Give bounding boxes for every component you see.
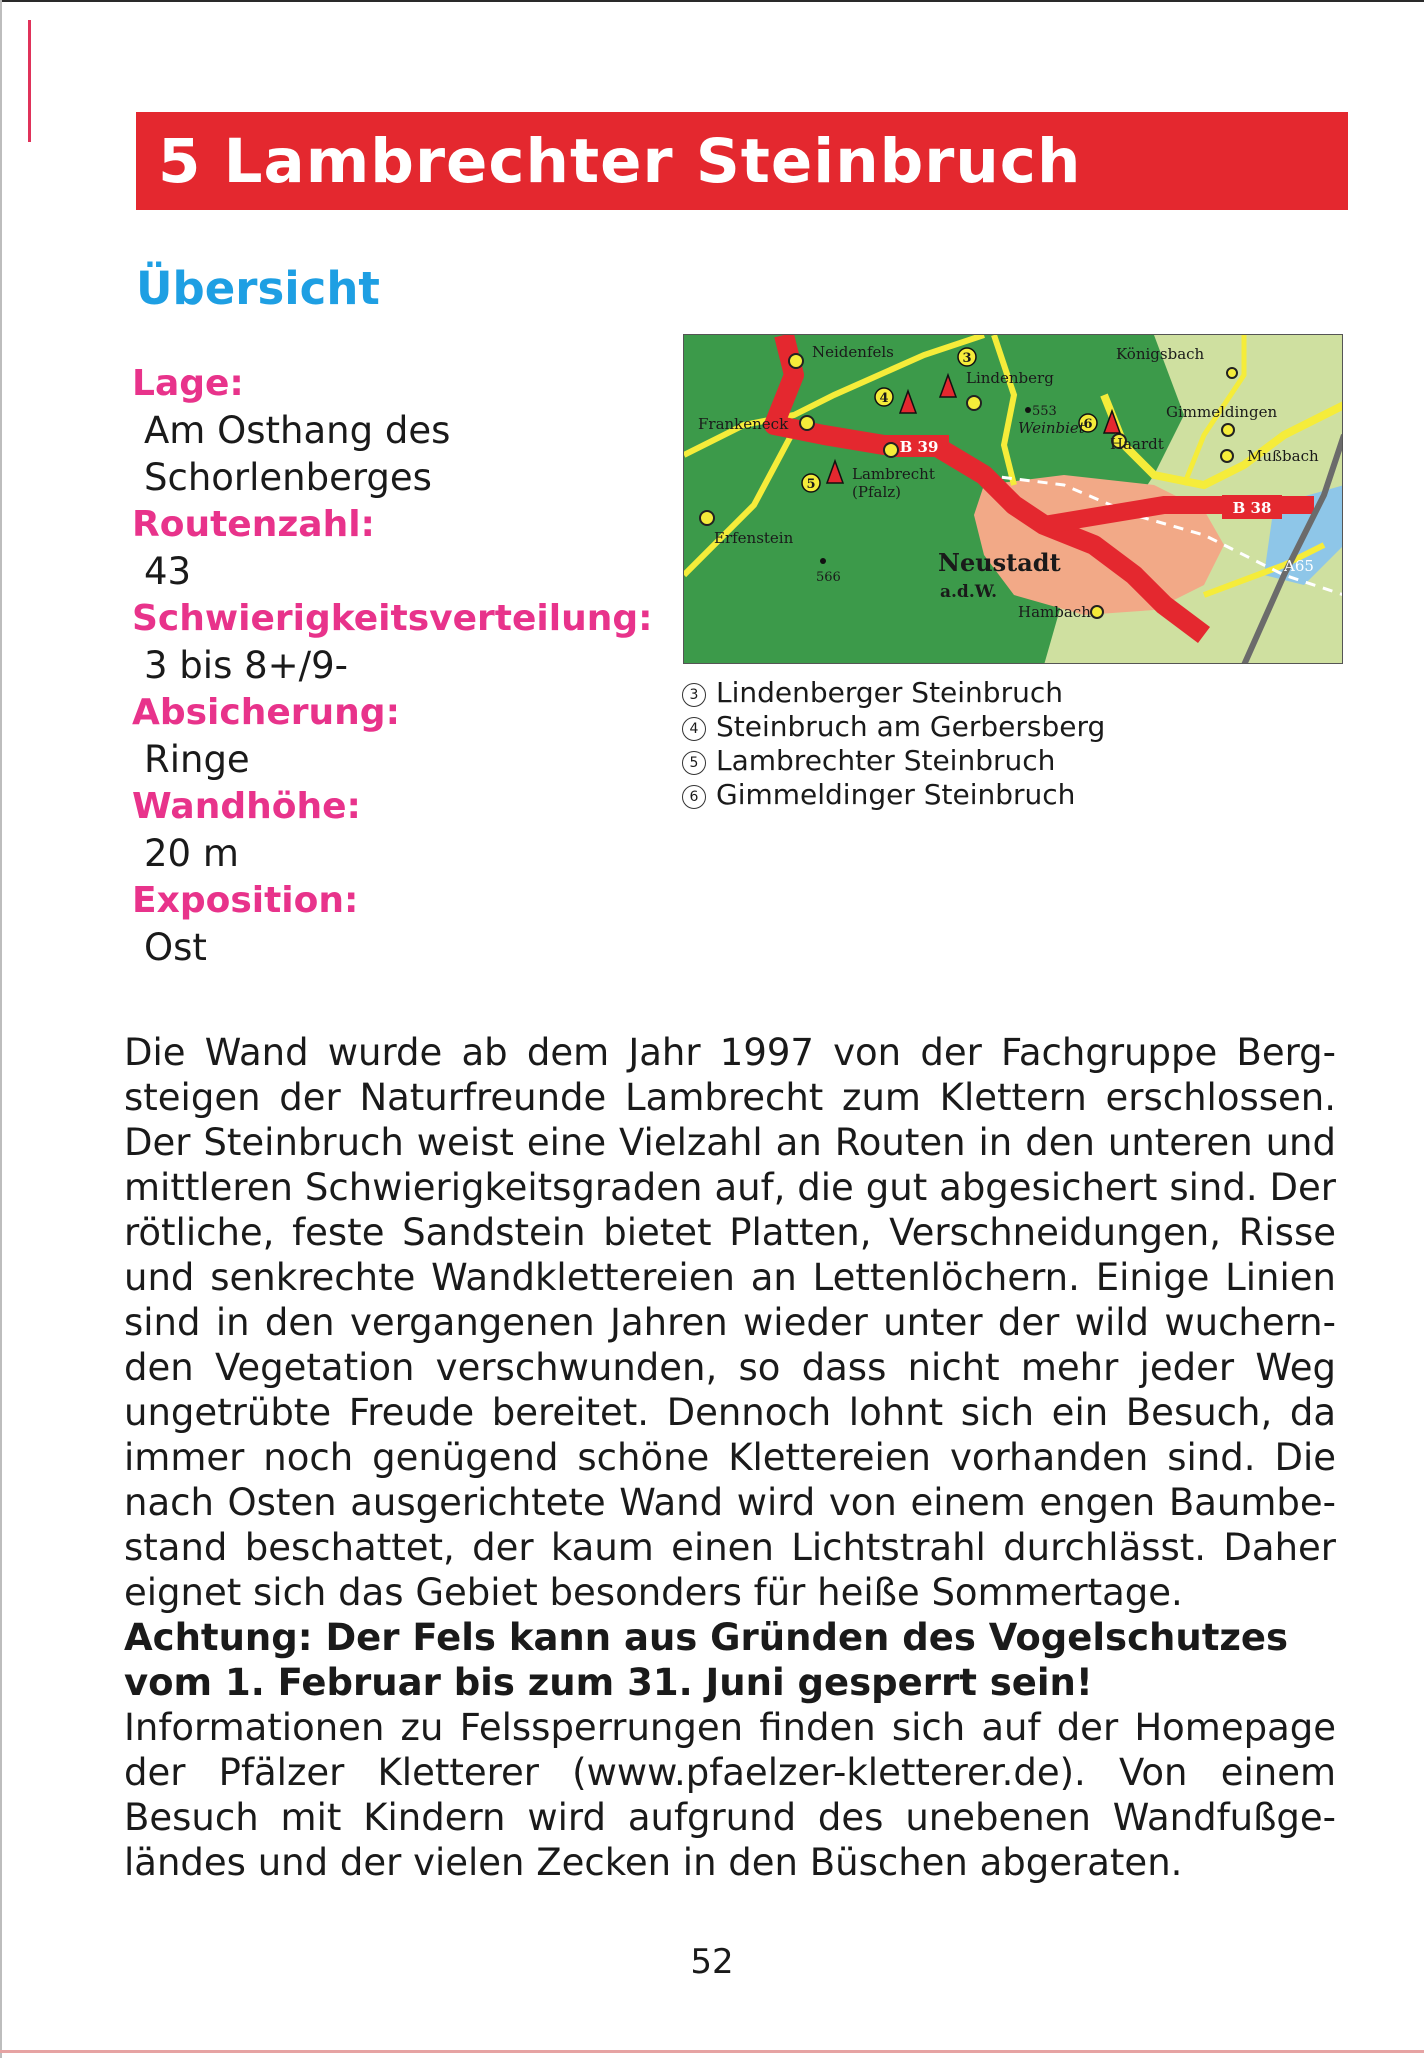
map-label-weinbiet: Weinbiet bbox=[1018, 419, 1085, 437]
fact-label-schwierigkeit: Schwierigkeitsverteilung: bbox=[132, 598, 653, 639]
map-label-erfenstein: Erfenstein bbox=[714, 529, 794, 547]
fact-value-lage-line1: Am Osthang des bbox=[144, 409, 451, 452]
legend-number: 4 bbox=[682, 717, 706, 741]
map-label-mussbach: Mußbach bbox=[1247, 447, 1319, 465]
page-title: 5 Lambrechter Steinbruch bbox=[158, 125, 1082, 197]
legend-item bbox=[682, 744, 1105, 778]
area-map bbox=[683, 334, 1343, 664]
page-number: 52 bbox=[690, 1942, 734, 1982]
legend-number: 6 bbox=[682, 785, 706, 809]
legend-number: 3 bbox=[682, 683, 706, 707]
closure-warning: Achtung: Der Fels kann aus Gründen des Vogelschutzes vom 1. Februar bis zum 31. Juni gesperrt sein! bbox=[124, 1616, 1289, 1704]
fact-value-routenzahl: 43 bbox=[144, 550, 192, 593]
map-legend bbox=[682, 676, 1105, 812]
road-label-b39: B 39 bbox=[899, 438, 939, 456]
summit-dot-566 bbox=[820, 558, 826, 564]
place-dot-lindenberg bbox=[967, 396, 981, 410]
map-label-pfalz: (Pfalz) bbox=[852, 483, 901, 501]
fact-label-lage: Lage: bbox=[132, 363, 244, 404]
fact-value-exposition: Ost bbox=[144, 926, 207, 969]
overview-heading: Übersicht bbox=[136, 262, 380, 315]
legend-item bbox=[682, 778, 1105, 812]
map-label-gimmeldingen: Gimmeldingen bbox=[1166, 403, 1278, 421]
map-label-lambrecht: Lambrecht bbox=[852, 465, 935, 483]
page-edge-bottom bbox=[0, 2050, 1424, 2053]
road-label-b38: B 38 bbox=[1232, 499, 1272, 517]
map-label-lindenberg: Lindenberg bbox=[966, 369, 1054, 387]
fact-value-lage-line2: Schorlenberges bbox=[144, 456, 432, 499]
place-dot-gimmeldingen bbox=[1222, 424, 1234, 436]
legend-item bbox=[682, 676, 1105, 710]
map-label-neustadt: Neustadt bbox=[938, 548, 1061, 577]
fact-label-absicherung: Absicherung: bbox=[132, 692, 400, 733]
place-dot-hambach bbox=[1091, 606, 1103, 618]
fact-label-routenzahl: Routenzahl: bbox=[132, 504, 375, 545]
description-paragraph: Die Wand wurde ab dem Jahr 1997 von der Fachgruppe Bergsteigen der Naturfreunde Lambrecht zum Klettern erschlossen. Der Steinbruch weist eine Vielzahl an Routen in den unteren und mittleren Schwierigkeitsgraden auf, die gut abgesichert sind. Der rötliche, feste Sandstein bietet Platten, Verschneidungen, Risse und senkrechte Wandklettereien an Lettenlöchern. Einige Linien sind in den vergangenen Jahren wieder unter der wild wuchernden Vegetation verschwunden, so dass nicht mehr jeder Weg ungetrübte Freude bereitet. Dennoch lohnt sich ein Besuch, da immer noch genügend schöne Klettereien vorhanden sind. Die nach Osten ausgerichtete Wand wird von einem engen Baumbestand beschattet, der kaum einen Lichtstrahl durchlässt. Daher eignet sich das Gebiet besonders für heiße Sommertage. bbox=[124, 1031, 1336, 1614]
place-dot-erfenstein bbox=[700, 511, 714, 525]
info-paragraph: Informationen zu Felssperrungen finden sich auf der Homepage der Pfälzer Kletterer (www.pfaelzer-kletterer.de). Von einem Besuch mit Kindern wird aufgrund des unebenen Wandfußgeländes und der vielen Zecken in den Büschen abgeraten. bbox=[124, 1706, 1336, 1884]
fact-label-wandhoehe: Wandhöhe: bbox=[132, 786, 361, 827]
map-label-adw: a.d.W. bbox=[940, 582, 998, 602]
fact-value-absicherung: Ringe bbox=[144, 738, 250, 781]
map-label-566: 566 bbox=[816, 570, 841, 585]
place-dot-neidenfels bbox=[789, 354, 803, 368]
marker-number-4: 4 bbox=[879, 391, 889, 406]
legend-label: Lambrechter Steinbruch bbox=[716, 744, 1056, 777]
place-dot-frankeneck bbox=[800, 416, 814, 430]
legend-number: 5 bbox=[682, 751, 706, 775]
marker-number-3: 3 bbox=[962, 351, 972, 366]
legend-item bbox=[682, 710, 1105, 744]
map-label-koenigsbach: Königsbach bbox=[1116, 345, 1205, 363]
map-graphic bbox=[684, 335, 1343, 664]
place-dot-koenigsbach bbox=[1227, 368, 1237, 378]
map-label-frankeneck: Frankeneck bbox=[698, 415, 789, 433]
road-label-a65: A65 bbox=[1284, 557, 1314, 575]
fact-value-wandhoehe: 20 m bbox=[144, 832, 239, 875]
place-dot-mussbach bbox=[1221, 450, 1233, 462]
marker-number-5: 5 bbox=[806, 477, 816, 492]
fact-value-schwierigkeit: 3 bis 8+/9- bbox=[144, 644, 349, 687]
legend-label: Lindenberger Steinbruch bbox=[716, 676, 1063, 709]
map-label-haardt: Haardt bbox=[1110, 435, 1164, 453]
place-dot-lambrecht bbox=[884, 443, 898, 457]
body-text bbox=[124, 1030, 1336, 1885]
page-edge-left bbox=[0, 0, 2, 2058]
legend-label: Steinbruch am Gerbersberg bbox=[716, 710, 1106, 743]
margin-mark bbox=[28, 20, 31, 142]
title-bar bbox=[136, 112, 1348, 210]
map-label-hambach: Hambach bbox=[1018, 603, 1091, 621]
fact-label-exposition: Exposition: bbox=[132, 880, 359, 921]
summit-dot-553 bbox=[1025, 407, 1031, 413]
map-label-neidenfels: Neidenfels bbox=[812, 343, 894, 361]
map-label-553: 553 bbox=[1032, 404, 1057, 419]
page-edge-top bbox=[0, 0, 1424, 2]
overview-facts bbox=[132, 360, 652, 971]
marker-number-6: 6 bbox=[1083, 417, 1093, 432]
legend-label: Gimmeldinger Steinbruch bbox=[716, 778, 1076, 811]
